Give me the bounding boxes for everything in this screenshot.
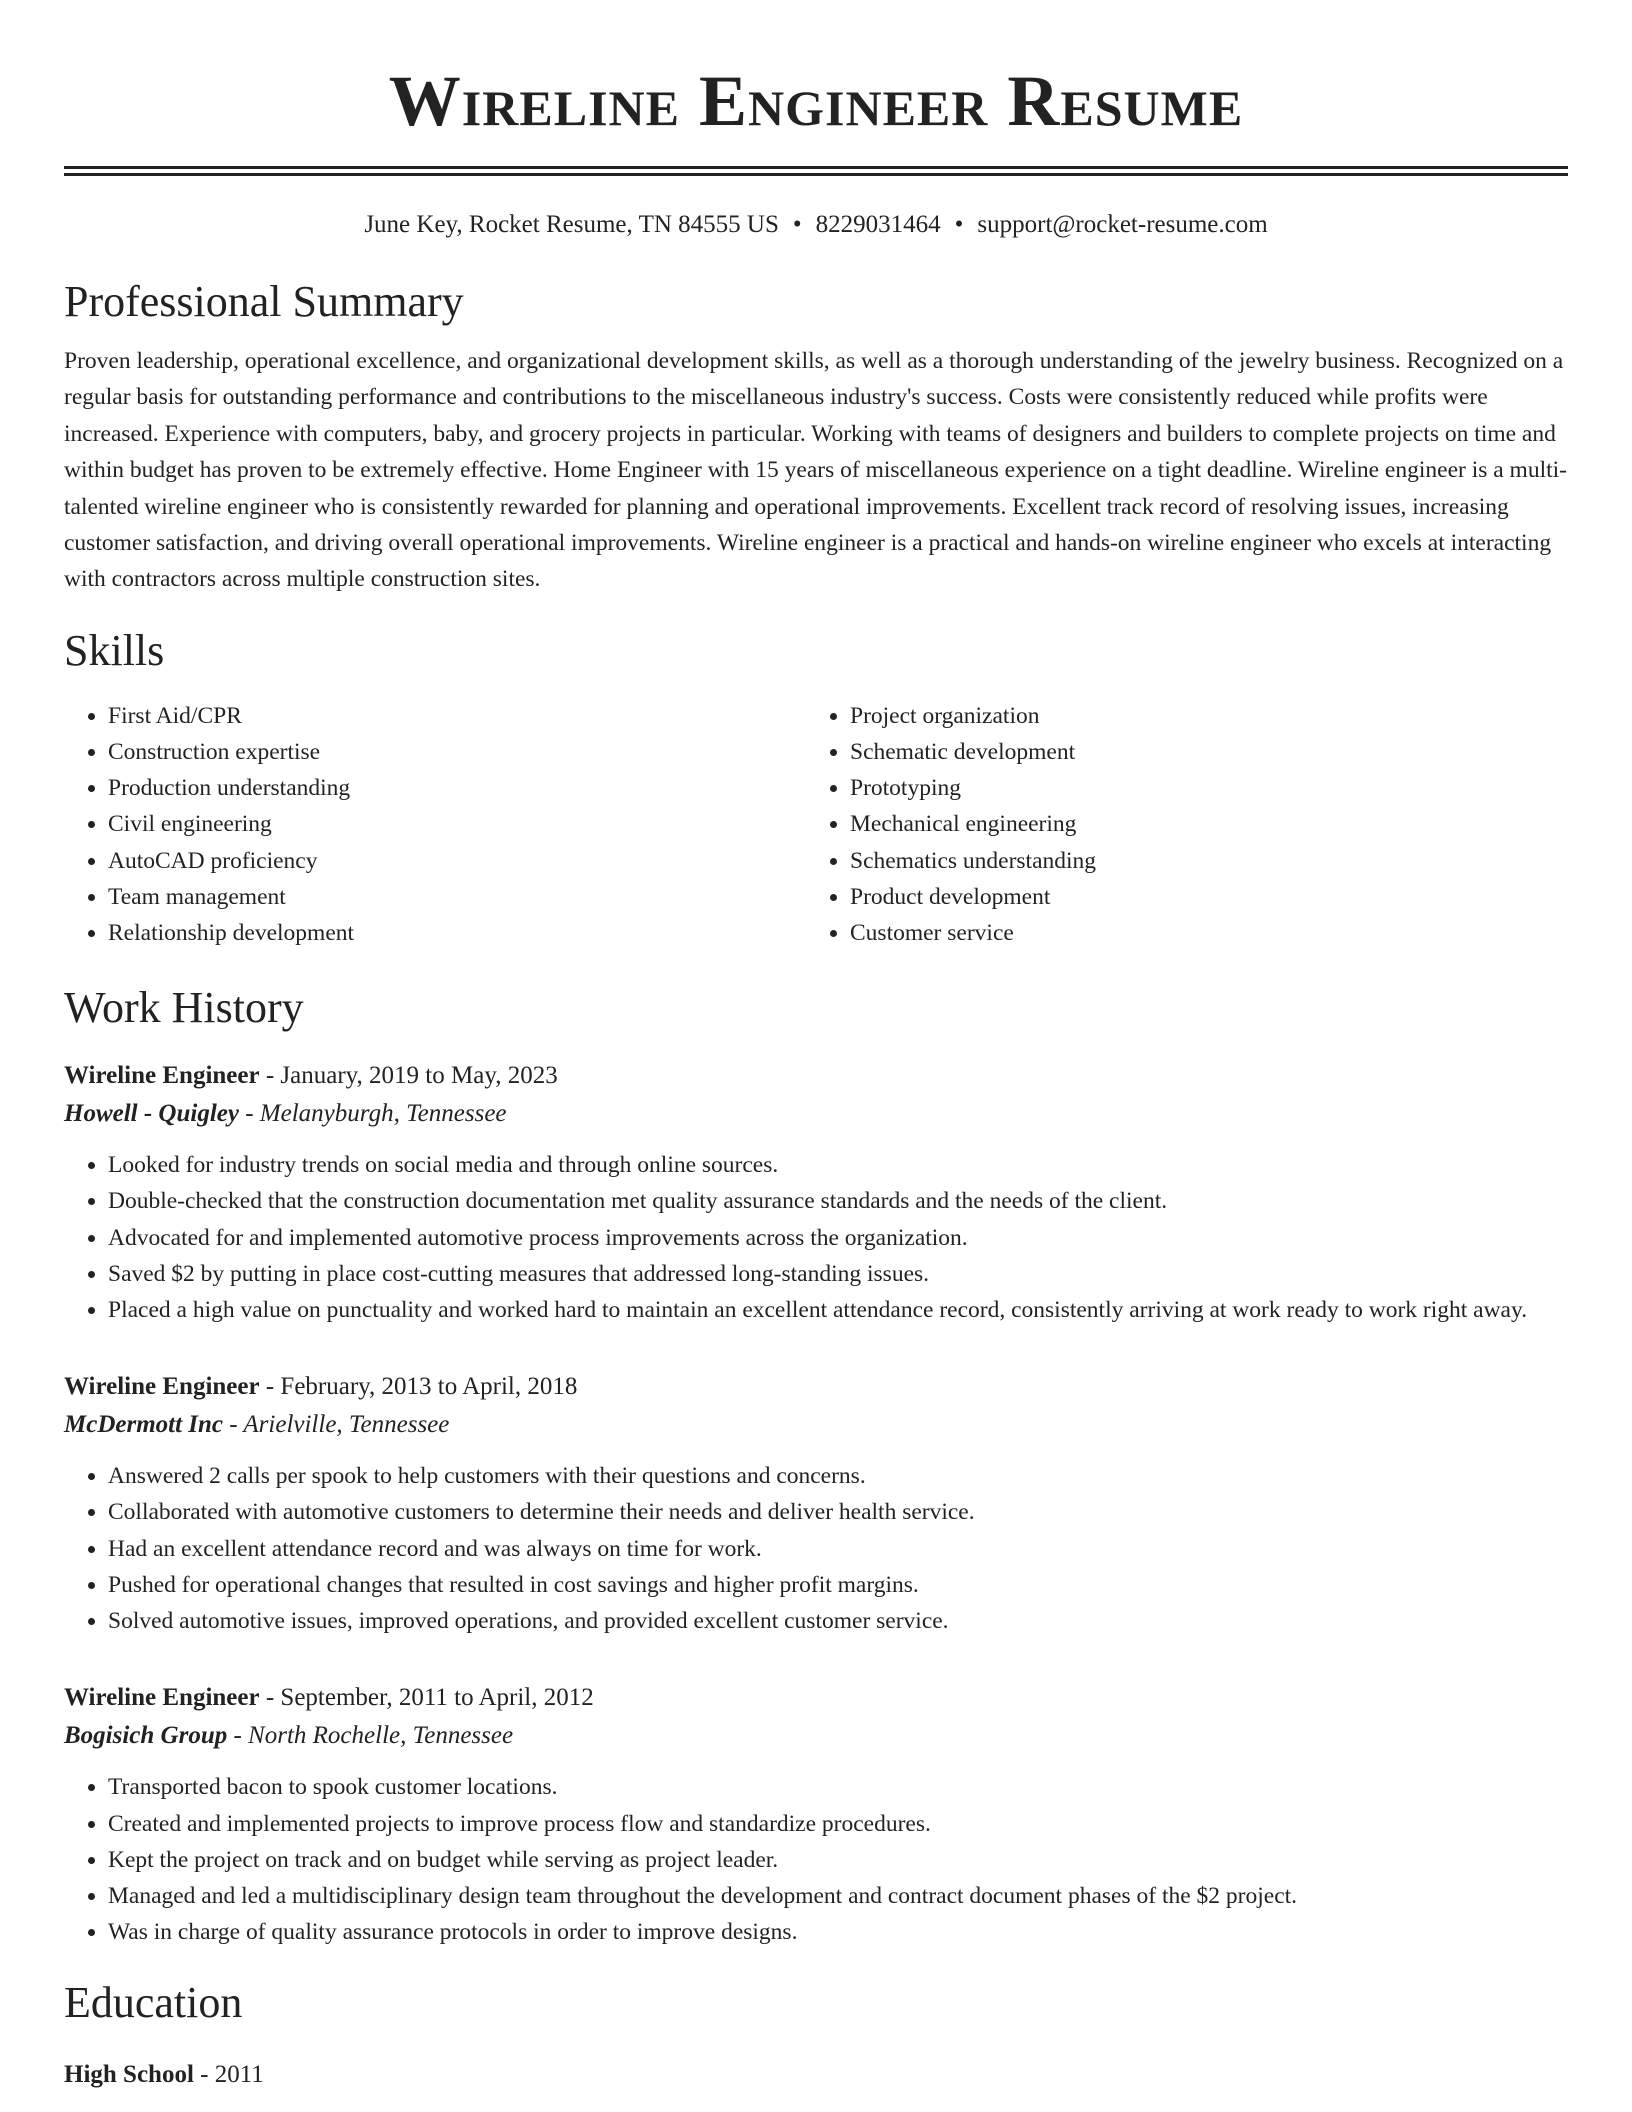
summary-heading: Professional Summary [64,277,464,326]
skill-item: • Customer service [850,915,1548,951]
job-bullet: • Double-checked that the construction documentation met quality assurance standards and the needs of the client. [108,1183,1568,1219]
skill-item: • Schematic development [850,734,1548,770]
skill-item: • Production understanding [108,770,806,806]
job-title-line [64,1368,1568,1406]
skills-list-right [806,698,1548,951]
job-bullet: • Created and implemented projects to improve process flow and standardize procedures. [108,1806,1568,1842]
job-title-line [64,1057,1568,1095]
job-bullet: • Answered 2 calls per spook to help customers with their questions and concerns. [108,1458,1568,1494]
job-bullet: • Advocated for and implemented automotive process improvements across the organization. [108,1220,1568,1256]
job-dates: - January, 2019 to May, 2023 [259,1062,558,1090]
job-company: Bogisich Group [64,1722,228,1750]
skill-item: • AutoCAD proficiency [108,843,806,879]
skill-item: • Mechanical engineering [850,806,1548,842]
job-location: - Arielville, Tennessee [223,1411,450,1439]
job-bullet: • Pushed for operational changes that resulted in cost savings and higher profit margins. [108,1567,1568,1603]
skills-list-left [64,698,806,951]
skill-item: • Project organization [850,698,1548,734]
job-bullets [64,1458,1568,1639]
job-bullet: • Solved automotive issues, improved operations, and provided excellent customer service. [108,1603,1568,1639]
job-bullets [64,1147,1568,1328]
skill-item: • Relationship development [108,915,806,951]
job-entry [64,1368,1568,1639]
job-title-line [64,1679,1568,1717]
job-dates: - February, 2013 to April, 2018 [259,1373,578,1401]
contact-phone: 8229031464 [815,211,941,238]
job-company: McDermott Inc [64,1411,224,1439]
summary-text: Proven leadership, operational excellence, and organizational development skills, as well as a thorough understanding of the jewelry business. Recognized on a regular basis for outstanding performance and contributions to the miscellaneous industry's success. Costs were consistently reduced while profits were increased. Experience with computers, baby, and grocery projects in particular. Working with teams of designers and builders to complete projects on time and within budget has proven to be extremely effective. Home Engineer with 15 years of miscellaneous experience on a tight deadline. Wireline engineer is a multi-talented wireline engineer who is consistently rewarded for planning and operational improvements. Excellent track record of resolving issues, increasing customer satisfaction, and driving overall operational improvements. Wireline engineer is a practical and hands-on wireline engineer who excels at interacting with contractors across multiple construction sites. [64,348,1567,593]
skills-columns [64,698,1568,951]
job-bullet: • Collaborated with automotive customers to determine their needs and deliver health service. [108,1494,1568,1530]
job-bullet: • Had an excellent attendance record and was always on time for work. [108,1531,1568,1567]
contact-email: support@rocket-resume.com [977,211,1268,238]
job-bullet: • Looked for industry trends on social media and through online sources. [108,1147,1568,1183]
job-entry [64,1057,1568,1328]
job-bullet: • Placed a high value on punctuality and worked hard to maintain an excellent attendance record, consistently arriving at work ready to work right away. [108,1292,1568,1328]
title-double-rule [64,166,1568,169]
job-bullet: • Saved $2 by putting in place cost-cutting measures that addressed long-standing issues. [108,1256,1568,1292]
job-company: Howell - Quigley [64,1100,239,1128]
education-degree: High School [64,2061,194,2089]
skill-item: • Construction expertise [108,734,806,770]
education-heading: Education [64,1978,243,2028]
education-year: - 2011 [193,2061,264,2089]
job-entry [64,1679,1568,1950]
skill-item: • Product development [850,879,1548,915]
job-location: - North Rochelle, Tennessee [227,1722,514,1750]
job-role: Wireline Engineer [64,1062,260,1090]
job-bullet: • Transported bacon to spook customer locations. [108,1769,1568,1805]
job-role: Wireline Engineer [64,1373,260,1401]
work-history-heading: Work History [64,983,304,1033]
job-dates: - September, 2011 to April, 2012 [259,1684,594,1712]
contact-line [64,209,1568,241]
skills-heading: Skills [64,625,165,675]
contact-address: June Key, Rocket Resume, TN 84555 US [364,211,779,238]
job-role: Wireline Engineer [64,1684,260,1712]
job-company-line [64,1717,1568,1755]
job-bullet: • Kept the project on track and on budget while serving as project leader. [108,1842,1568,1878]
document-title: Wireline Engineer Resume [388,61,1244,141]
job-location: - Melanyburgh, Tennessee [238,1100,507,1128]
skill-item: • Team management [108,879,806,915]
skill-item: • Prototyping [850,770,1548,806]
job-bullets [64,1769,1568,1950]
job-bullet: • Managed and led a multidisciplinary design team throughout the development and contract document phases of the $2 project. [108,1878,1568,1914]
skill-item: • Civil engineering [108,806,806,842]
education-entry [64,2056,1568,2094]
job-company-line [64,1406,1568,1444]
skill-item: • First Aid/CPR [108,698,806,734]
contact-separator: • [954,211,964,238]
job-bullet: • Was in charge of quality assurance protocols in order to improve designs. [108,1914,1568,1950]
contact-separator: • [792,211,802,238]
job-company-line [64,1095,1568,1133]
skill-item: • Schematics understanding [850,843,1548,879]
